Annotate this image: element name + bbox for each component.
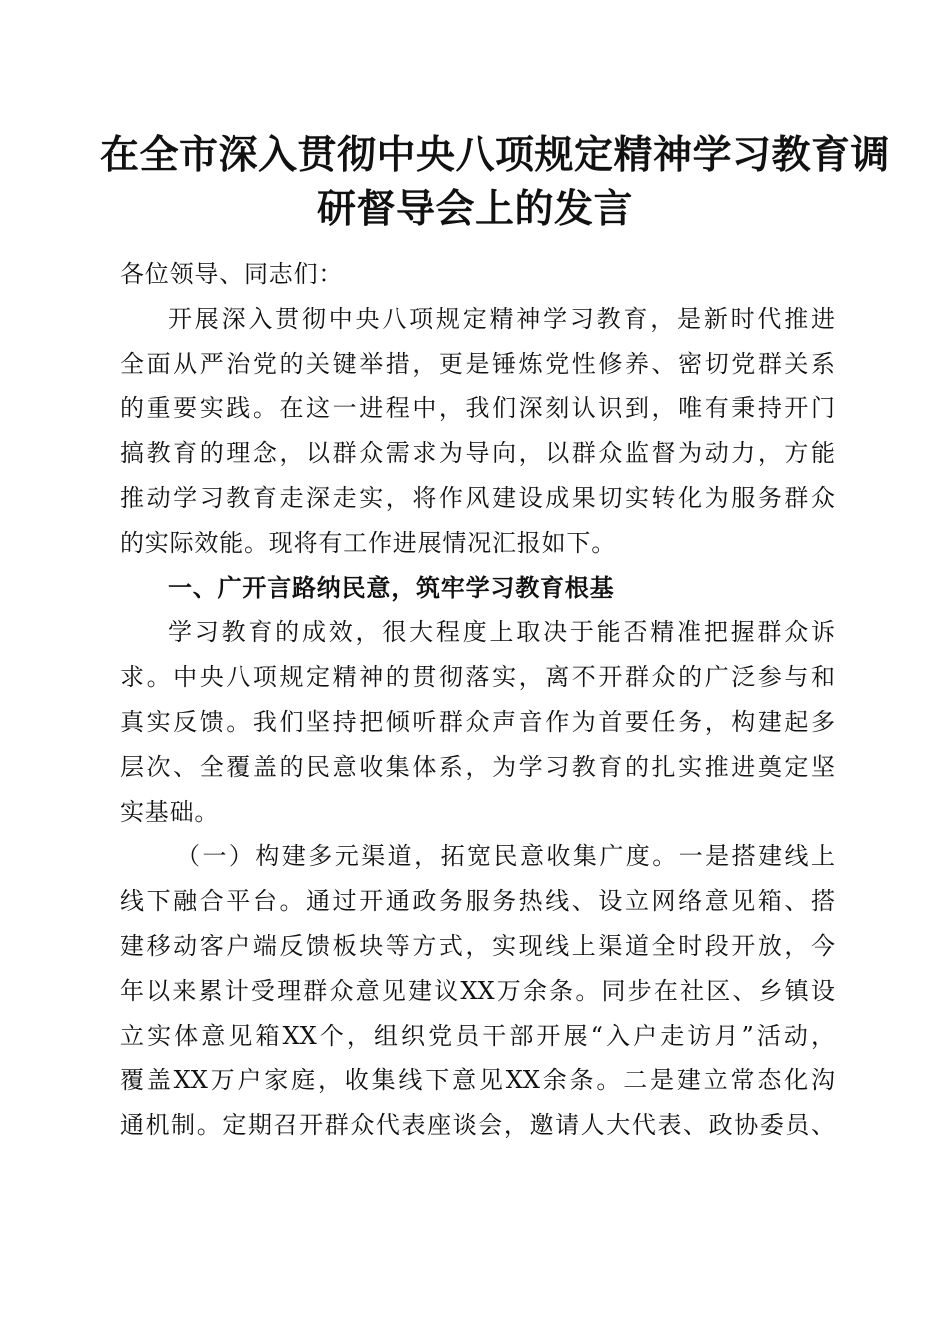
section-1-paragraph bbox=[120, 610, 835, 834]
document-title bbox=[100, 128, 891, 236]
paragraph-line: 学习教育的成效，很大程度上取决于能否精准把握群众诉 bbox=[168, 618, 835, 647]
paragraph-line: （一）构建多元渠道，拓宽民意收集广度。一是搭建线上 bbox=[176, 842, 835, 871]
document-body bbox=[120, 252, 835, 1148]
paragraph-line: 层次、全覆盖的民意收集体系，为学习教育的扎实推进奠定坚 bbox=[120, 752, 835, 781]
paragraph-line: 全面从严治党的关键举措，更是锤炼党性修养、密切党群关系 bbox=[120, 349, 835, 378]
section-heading: 一、广开言路纳民意，筑牢学习教育根基 bbox=[168, 573, 615, 602]
paragraph-line: 求。中央八项规定精神的贯彻落实，离不开群众的广泛参与和 bbox=[120, 663, 835, 692]
paragraph-line: 实基础。 bbox=[120, 797, 220, 826]
paragraph-line: 通机制。定期召开群众代表座谈会，邀请人大代表、政协委员、 bbox=[120, 1111, 835, 1140]
paragraph-line: 的实际效能。现将有工作进展情况汇报如下。 bbox=[120, 528, 616, 557]
title-line-1: 在全市深入贯彻中央八项规定精神学习教育调 bbox=[100, 132, 891, 178]
paragraph-line: 立实体意见箱XX个，组织党员干部开展“入户走访月”活动， bbox=[120, 1021, 835, 1050]
paragraph-line: 建移动客户端反馈板块等方式，实现线上渠道全时段开放，今 bbox=[120, 931, 835, 960]
paragraph-line: 真实反馈。我们坚持把倾听群众声音作为首要任务，构建起多 bbox=[120, 707, 835, 736]
paragraph-line: 推动学习教育走深走实，将作风建设成果切实转化为服务群众 bbox=[120, 483, 835, 512]
subsection-1-paragraph bbox=[120, 834, 835, 1148]
paragraph-line: 搞教育的理念，以群众需求为导向，以群众监督为动力，方能 bbox=[120, 439, 835, 468]
salutation: 各位领导、同志们： bbox=[120, 260, 344, 288]
paragraph-line: 的重要实践。在这一进程中，我们深刻认识到，唯有秉持开门 bbox=[120, 394, 835, 423]
paragraph-line: 开展深入贯彻中央八项规定精神学习教育，是新时代推进 bbox=[168, 304, 835, 333]
paragraph-line: 线下融合平台。通过开通政务服务热线、设立网络意见箱、搭 bbox=[120, 887, 835, 916]
paragraph-line: 年以来累计受理群众意见建议XX万余条。同步在社区、乡镇设 bbox=[120, 976, 835, 1005]
intro-paragraph bbox=[120, 297, 835, 566]
paragraph-line: 覆盖XX万户家庭，收集线下意见XX余条。二是建立常态化沟 bbox=[120, 1066, 835, 1095]
title-line-2: 研督导会上的发言 bbox=[316, 186, 633, 232]
